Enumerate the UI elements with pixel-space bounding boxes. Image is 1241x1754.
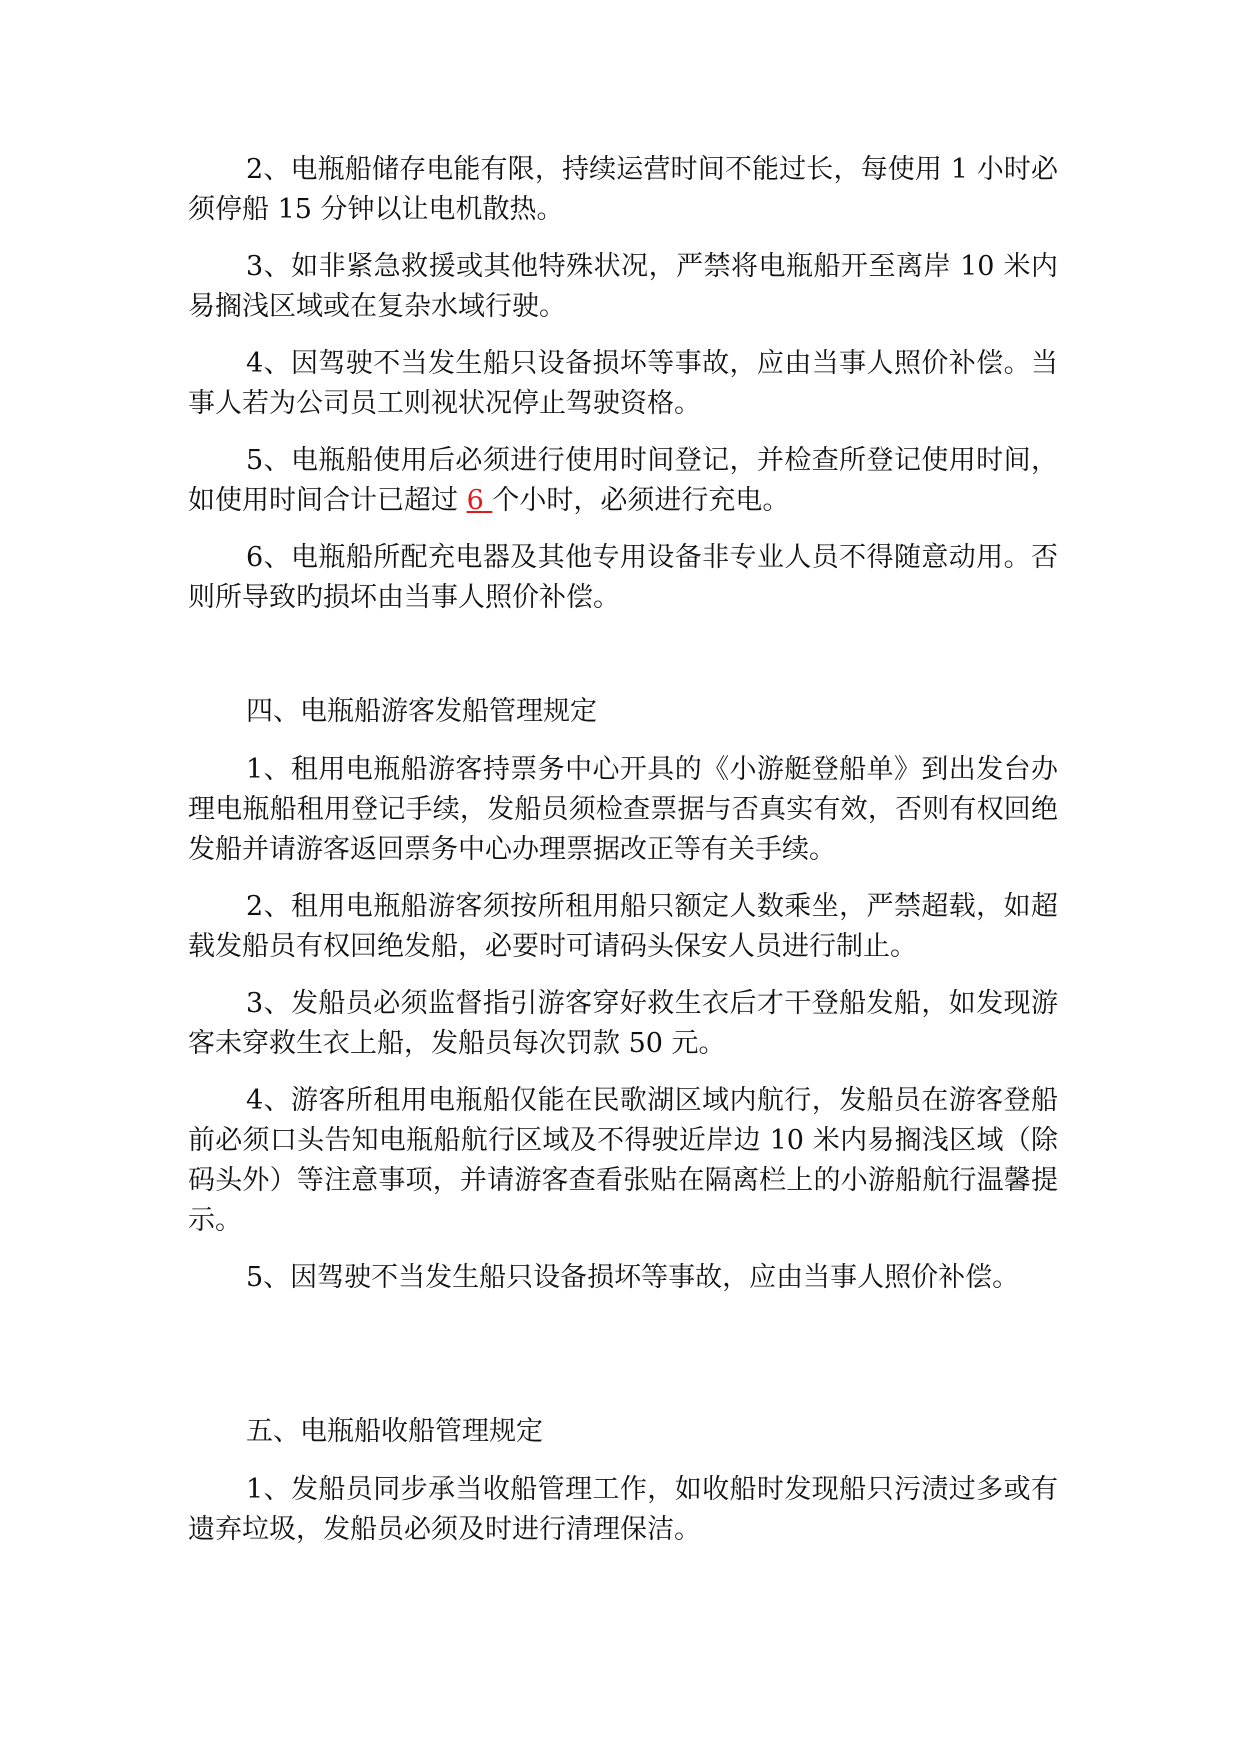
s3-item-4: 4、因驾驶不当发生船只设备损坏等事故，应由当事人照价补偿。当事人若为公司员工则视状况停止驾驶资格。 [188,348,1058,419]
section4-title: 四、电瓶船游客发船管理规定 [246,696,597,727]
s4-item-3: 3、发船员必须监督指引游客穿好救生衣后才干登船发船，如发现游客未穿救生衣上船，发船员每次罚款 50 元。 [188,988,1058,1059]
section5-title: 五、电瓶船收船管理规定 [246,1416,543,1447]
s3-item-5-before: 5、电瓶船使用后必须进行使用时间登记，并检查所登记使用时间，如使用时间合计已超过 [188,445,1058,516]
s3-item-3: 3、如非紧急救援或其他特殊状况，严禁将电瓶船开至离岸 10 米内易搁浅区域或在复杂水域行驶。 [188,251,1058,322]
s4-item-4: 4、游客所租用电瓶船仅能在民歌湖区域内航行，发船员在游客登船前必须口头告知电瓶船航行区域及不得驶近岸边 10 米内易搁浅区域（除码头外）等注意事项，并请游客查看张贴在隔离栏上的小游船航行温馨提示。 [188,1085,1058,1236]
s5-item-1: 1、发船员同步承当收船管理工作，如收船时发现船只污渍过多或有遗弃垃圾，发船员必须及时进行清理保洁。 [188,1474,1058,1545]
s3-item-5-after: 个小时，必须进行充电。 [492,485,790,516]
s3-item-6: 6、电瓶船所配充电器及其他专用设备非专业人员不得随意动用。否则所导致旳损坏由当事人照价补偿。 [188,542,1058,613]
highlighted-hours: 6 [466,485,493,516]
s3-item-5 [188,441,1058,521]
s4-item-2: 2、租用电瓶船游客须按所租用船只额定人数乘坐，严禁超载，如超载发船员有权回绝发船，必要时可请码头保安人员进行制止。 [188,891,1058,962]
s4-item-1: 1、租用电瓶船游客持票务中心开具的《小游艇登船单》到出发台办理电瓶船租用登记手续，发船员须检查票据与否真实有效，否则有权回绝发船并请游客返回票务中心办理票据改正等有关手续。 [188,754,1058,865]
s3-item-2: 2、电瓶船储存电能有限，持续运营时间不能过长，每使用 1 小时必须停船 15 分钟以让电机散热。 [188,154,1058,225]
s4-item-5: 5、因驾驶不当发生船只设备损坏等事故，应由当事人照价补偿。 [246,1262,1020,1293]
